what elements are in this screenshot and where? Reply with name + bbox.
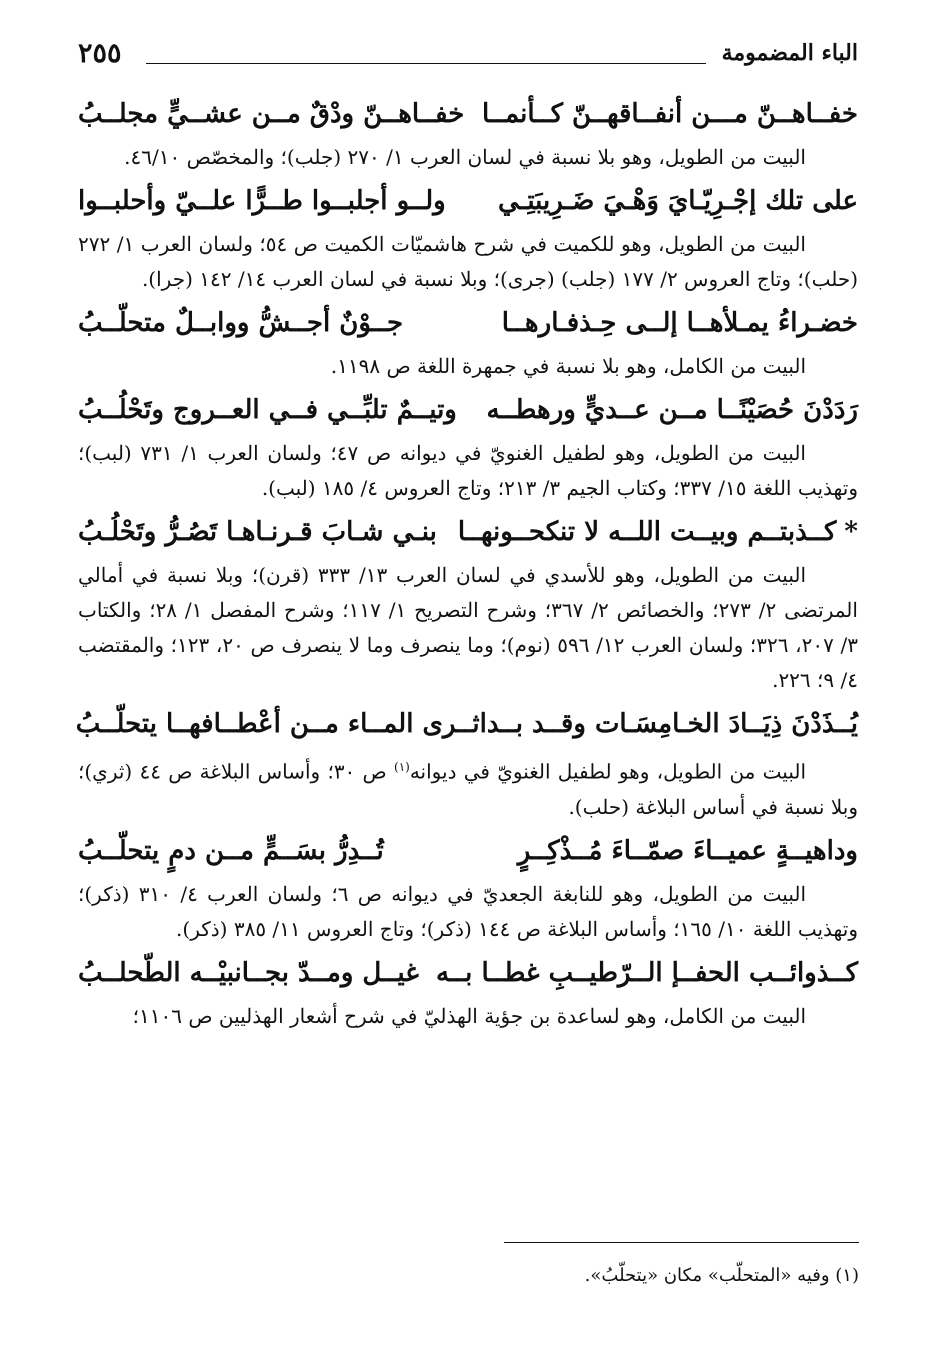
verse-second-hemistich: جــوْنٌ أجــشُّ ووابــلٌ متحلّــبُ: [78, 308, 404, 338]
verse-line: [78, 297, 858, 349]
verse-entry: [78, 825, 858, 947]
verse-line: [75, 698, 858, 750]
verse-line: [78, 175, 858, 227]
verse-first-hemistich: يُــذَدْنَ ذِيَــادَ الخـامِسَـات وقــد بــدا: [479, 709, 858, 739]
asterisk-marker: *: [844, 517, 858, 547]
hemistich-text: كــذبتــم وبيــت اللــه لا تنكحــونهــا: [457, 517, 837, 547]
verse-commentary: [78, 558, 858, 698]
commentary-text: البيت من الطويل، وهو للأسدي في لسان العرب ١٣/ ٣٣٣ (قرن)؛ وبلا نسبة في أمالي المرتضى ٢/ ٢٧٣؛ والخصائص ٢/ ٣٦٧؛ وشرح التصريح ١/ ١١٧؛ وشرح المفصل ١/ ٢٨؛ والكتاب ٣/ ٢٠٧، ٣٢٦؛ ولسان العرب ١٢/ ٥٩٦ (نوم)؛ وما ينصرف وما لا ينصرف ص ٢٠، ١٢٣؛ والمقتضب ٤/ ٩؛ ٢٢٦.: [78, 563, 858, 692]
header-rule: [146, 63, 706, 64]
verse-line: [78, 825, 858, 877]
commentary-text: البيت من الطويل، وهو لطفيل الغنويّ في ديوانه ص ٤٧؛ ولسان العرب ١/ ٧٣١ (لبب)؛ وتهذيب اللغة ١٥/ ٣٣٧؛ وكتاب الجيم ٣/ ٢١٣؛ وتاج العروس ٤/ ١٨٥ (لبب).: [78, 441, 858, 500]
verse-first-hemistich: كــذوائــب الحفــإ الــرّطيــبِ غطــا بــه: [435, 957, 858, 988]
verse-line: [78, 506, 858, 558]
verse-second-hemistich: خفــاهــنّ ودْقٌ مــن عشــيٍّ مجلــبُ: [78, 99, 465, 129]
page-content: [75, 88, 858, 1034]
verse-second-hemistich: غيــل ومــدّ بجــانبيْــه الطّحلــبُ: [78, 957, 419, 988]
verse-second-hemistich: بنـي شـابَ قـرنـاهـا تَصُـرُّ وتَحْلُـبُ: [78, 517, 437, 547]
verse-commentary: [78, 999, 858, 1034]
verse-first-hemistich: خضـراءُ يمـلأهــا إلــى حِـذفـارهــا: [501, 308, 858, 338]
commentary-text: البيت من الكامل، وهو لساعدة بن جؤية الهذليّ في شرح أشعار الهذليين ص ١١٠٦؛: [132, 1003, 806, 1028]
verse-first-hemistich: على تلك إجْـرِيّـايَ وَهْـيَ ضَـرِيبَتِـي: [498, 186, 858, 216]
running-title: الباء المضمومة: [721, 40, 858, 66]
commentary-text: البيت من الطويل، وهو بلا نسبة في لسان العرب ١/ ٢٧٠ (جلب)؛ والمخصّص ٤٦/١٠.: [124, 145, 806, 169]
verse-entry: [78, 297, 858, 384]
page-number: ٢٥٥: [78, 38, 122, 69]
verse-entry: [75, 698, 858, 825]
verse-commentary: [78, 349, 858, 384]
verse-line: [78, 88, 858, 140]
verse-first-hemistich: [458, 506, 858, 558]
page-header: [78, 38, 858, 72]
verse-commentary: [78, 436, 858, 506]
commentary-text: البيت من الطويل، وهو للكميت في شرح هاشميّات الكميت ص ٥٤؛ ولسان العرب ١/ ٢٧٢ (حلب)؛ وتاج العروس ٢/ ١٧٧ (جلب) (جرى)؛ وبلا نسبة في لسان العرب ١٤/ ١٤٢ (جرا).: [78, 232, 858, 291]
verse-commentary: [78, 227, 858, 297]
verse-commentary: [78, 140, 858, 175]
verse-entry: [78, 88, 858, 175]
verse-first-hemistich: وداهيــةٍ عميــاءَ صمّــاءَ مُــذْكِــرٍ: [517, 835, 858, 866]
commentary-text: البيت من الطويل، وهو للنابغة الجعديّ في ديوانه ص ٦؛ ولسان العرب ٤/ ٣١٠ (ذكر)؛ وتهذيب اللغة ١٠/ ١٦٥؛ وأساس البلاغة ص ١٤٤ (ذكر)؛ وتاج العروس ١١/ ٣٨٥ (ذكر).: [78, 881, 858, 941]
verse-line: [78, 384, 858, 436]
footnote: (١) وفيه «المتحلّب» مكان «يتحلّبُ».: [584, 1265, 859, 1286]
commentary-text: البيت من الكامل، وهو بلا نسبة في جمهرة اللغة ص ١١٩٨.: [330, 354, 806, 378]
verse-second-hemistich: تُــدِرُّ بسَــمٍّ مــن دمٍ يتحلّــبُ: [78, 835, 384, 866]
verse-commentary: [78, 750, 858, 825]
verse-second-hemistich: وتيــمٌ تلبِّــي فــي العــروج وتَحْلُــبُ: [78, 395, 457, 425]
footnote-marker[interactable]: (١): [394, 760, 410, 774]
verse-second-hemistich: ولــو أجلبــوا طــرًّا علــيّ وأحلبــوا: [78, 186, 446, 216]
verse-entry: [78, 947, 858, 1034]
verse-entry: [78, 506, 858, 698]
verse-commentary: [78, 877, 858, 947]
commentary-text: البيت من الطويل، وهو لطفيل الغنويّ في ديوانه: [409, 759, 807, 784]
verse-line: [78, 947, 858, 999]
commentary-text: ص ٣٠؛ وأساس البلاغة ص ٤٤ (ثري)؛ وبلا نسبة في أساس البلاغة (حلب).: [78, 759, 858, 819]
verse-second-hemistich: ثــرى المــاء مــن أعْطــافهــا يتحلّــبُ: [75, 709, 480, 739]
verse-first-hemistich: رَدَدْنَ حُصَيْنًــا مــن عــديٍّ ورهطــه: [486, 395, 858, 425]
verse-entry: [78, 384, 858, 506]
verse-entry: [78, 175, 858, 297]
footnote-separator: [504, 1242, 859, 1243]
verse-first-hemistich: خفــاهــنّ مـــن أنفــاقهــنّ كــأنمــا: [481, 99, 858, 129]
